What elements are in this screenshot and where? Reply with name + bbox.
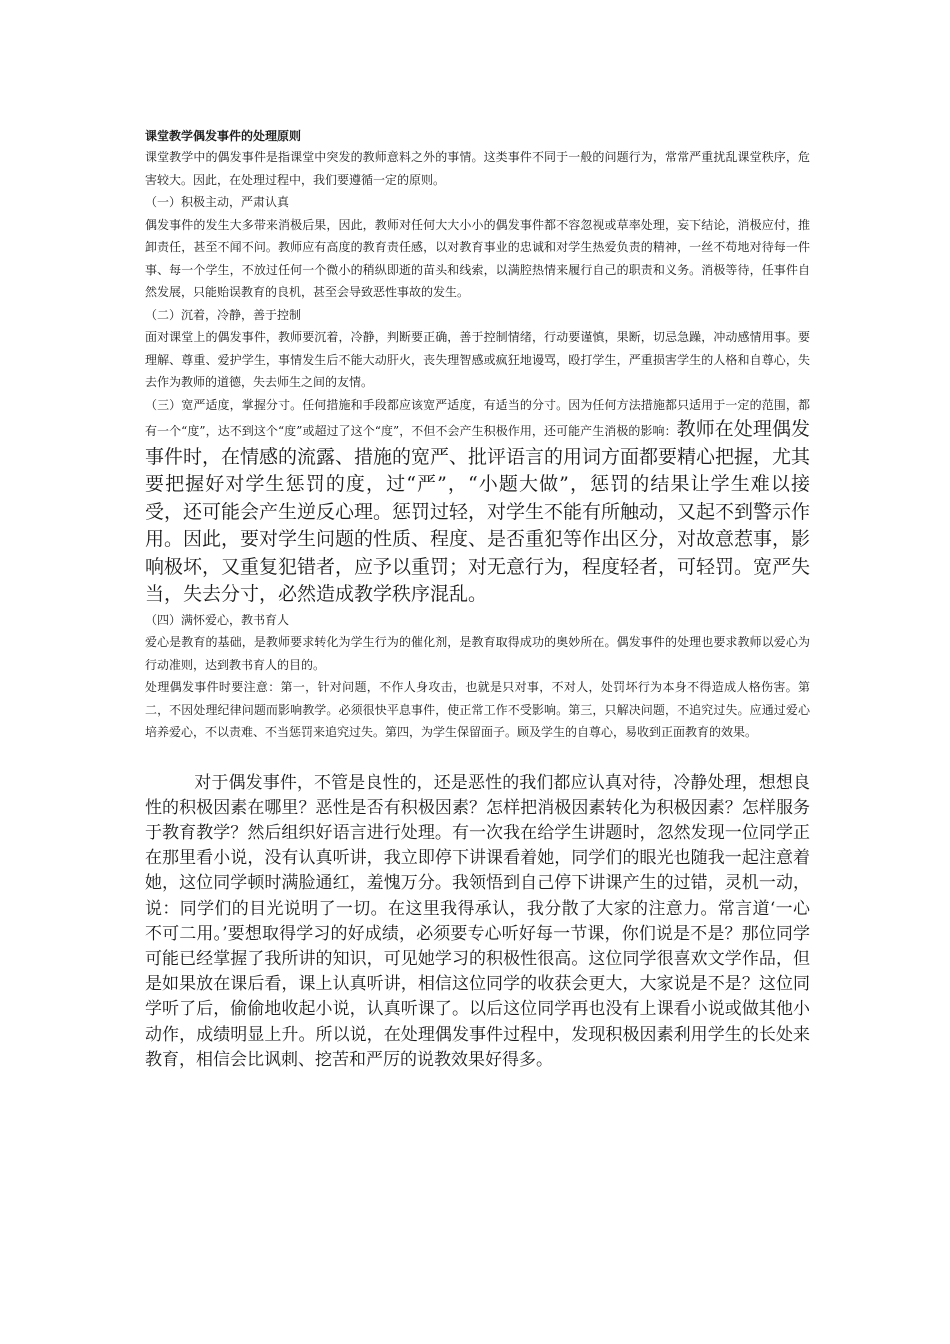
section-2-body: 面对课堂上的偶发事件，教师要沉着，冷静，判断要正确，善于控制情绪，行动要谨慎，果断，切忌急躁，冲动感情用事。要理解、尊重、爱护学生，事情发生后不能大动肝火，丧失理智感或疯狂地谩骂，殴打学生，严重损害学生的人格和自尊心，失去作为教师的道德，失去师生之间的友情。 [145,330,810,389]
section-1-body: 偶发事件的发生大多带来消极后果，因此，教师对任何大大小小的偶发事件都不容忽视或草率处理，妄下结论，消极应付，推卸责任，甚至不闻不问。教师应有高度的教育责任感，以对教育事业的忠诚和对学生热爱负责的精神，一丝不苟地对待每一件事、每一个学生，不放过任何一个微小的稍纵即逝的苗头和线索，以满腔热情来履行自己的职责和义务。消极等待，任事件自然发展，只能贻误教育的良机，甚至会导致恶性事故的发生。 [145,217,810,299]
section-4-heading: （四）满怀爱心，教书育人 [145,612,290,627]
document-title: 课堂教学偶发事件的处理原则 [145,129,302,143]
section-3-large-text: 教师在处理偶发事件时，在情感的流露、措施的宽严、批评语言的用词方面都要精心把握，尤其要把握好对学生惩罚的度，过“严”，“小题大做”，惩罚的结果让学生难以接受，还可能会产生逆反心理。惩罚过轻，对学生不能有所触动，又起不到警示作用。因此，要对学生问题的性质、程度、是否重犯等作出区分，对故意惹事，影响极坏，又重复犯错者，应予以重罚；对无意行为，程度轻者，可轻罚。宽严失当，失去分寸，必然造成教学秩序混乱。 [145,418,811,605]
section-1-heading: （一）积极主动，严肃认真 [145,195,290,209]
section-4-body: 爱心是教育的基础，是教师要求转化为学生行为的催化剂，是教育取得成功的奥妙所在。偶发事件的处理也要求教师以爱心为行动准则，达到教书育人的目的。 [145,635,810,672]
intro-paragraph: 课堂教学中的偶发事件是指课堂中突发的教师意料之外的事情。这类事件不同于一般的问题行为，常常严重扰乱课堂秩序，危害较大。因此，在处理过程中，我们要遵循一定的原则。 [145,150,810,187]
notes-paragraph: 处理偶发事件时要注意：第一，针对问题，不作人身攻击，也就是只对事，不对人，处罚坏行为本身不得造成人格伤害。第二，不因处理纪律问题而影响教学。必须很快平息事件，使正常工作不受影响。第三，只解决问题，不追究过失。应通过爱心培养爱心，不以责难、不当惩罚来追究过失。第四，为学生保留面子。顾及学生的自尊心，易收到正面教育的效果。 [145,680,810,739]
essay-paragraph: 对于偶发事件，不管是良性的，还是恶性的我们都应认真对待，冷静处理，想想良性的积极因素在哪里？恶性是否有积极因素？怎样把消极因素转化为积极因素？怎样服务于教育教学？然后组织好语言进行处理。有一次我在给学生讲题时，忽然发现一位同学正在那里看小说，没有认真听讲，我立即停下讲课看着她，同学们的眼光也随我一起注意着她，这位同学顿时满脸通红，羞愧万分。我领悟到自己停下讲课产生的过错，灵机一动，说：同学们的目光说明了一切。在这里我得承认，我分散了大家的注意力。常言道‘一心不可二用。’要想取得学习的好成绩，必须要专心听好每一节课，你们说是不是？那位同学可能已经掌握了我所讲的知识，可见她学习的积极性很高。这位同学很喜欢文学作品，但是如果放在课后看，课上认真听讲，相信这位同学的收获会更大，大家说是不是？这位同学听了后，偷偷地收起小说，认真听课了。以后这位同学再也没有上课看小说或做其他小动作，成绩明显上升。所以说，在处理偶发事件过程中，发现积极因素利用学生的长处来教育，相信会比讽刺、挖苦和严厉的说教效果好得多。 [145,772,810,1070]
section-2-heading: （二）沉着，冷静，善于控制 [145,307,302,322]
section-3-small-text: （三）宽严适度，掌握分寸。任何措施和手段都应该宽严适度，有适当的分寸。因为任何方法措施都只适用于一定的范围，都有一个“度”，达不到这个“度”或超过了这个“度”，不但不会产生积极作用，还可能产生消极的影响： [145,397,810,438]
document-page [145,126,810,1073]
section-3-paragraph [145,394,810,609]
